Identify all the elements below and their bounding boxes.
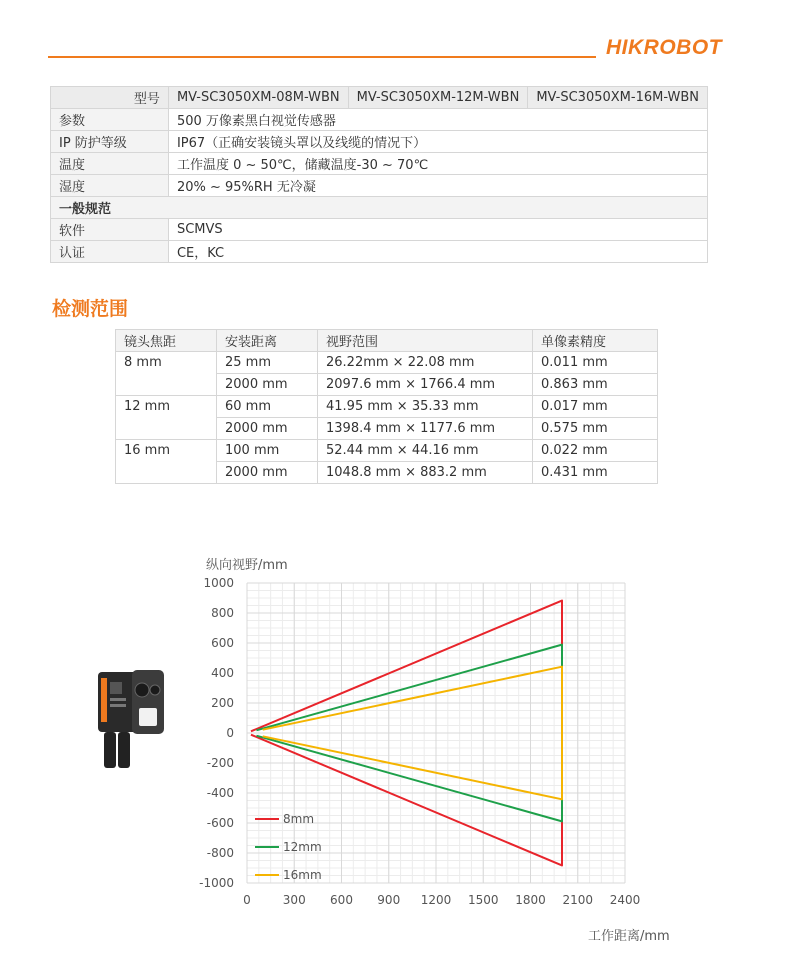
detection-range-table <box>115 329 658 484</box>
spec-label: 参数 <box>51 109 169 131</box>
spec-row <box>51 131 708 153</box>
spec-row <box>51 153 708 175</box>
y-tick-label: -600 <box>206 816 234 830</box>
precision-cell: 0.863 mm <box>533 374 658 396</box>
column-header: 单像素精度 <box>533 330 658 352</box>
fov-cell: 1048.8 mm × 883.2 mm <box>318 462 533 484</box>
range-header-row <box>116 330 658 352</box>
spec-row <box>51 219 708 241</box>
x-tick-label: 600 <box>330 893 353 907</box>
spec-row <box>51 109 708 131</box>
model-cell: MV-SC3050XM-08M-WBN <box>168 87 348 109</box>
y-axis-label: 纵向视野/mm <box>206 558 288 573</box>
fov-cell: 26.22mm × 22.08 mm <box>318 352 533 374</box>
distance-cell: 60 mm <box>217 396 318 418</box>
column-header: 安装距离 <box>217 330 318 352</box>
precision-cell: 0.022 mm <box>533 440 658 462</box>
x-tick-label: 1200 <box>420 893 452 907</box>
y-tick-label: -1000 <box>199 876 234 890</box>
table-row <box>116 440 658 462</box>
y-tick-label: 1000 <box>203 576 234 590</box>
precision-cell: 0.575 mm <box>533 418 658 440</box>
table-row <box>116 352 658 374</box>
x-axis-label: 工作距离/mm <box>588 929 670 944</box>
x-tick-label: 300 <box>282 893 306 907</box>
x-tick-label: 900 <box>377 893 401 907</box>
model-cell: MV-SC3050XM-12M-WBN <box>348 87 528 109</box>
legend-label: 12mm <box>283 840 322 854</box>
spec-value: CE，KC <box>168 241 707 263</box>
distance-cell: 2000 mm <box>217 462 318 484</box>
spec-header-row <box>51 87 708 109</box>
x-tick-label: 0 <box>243 893 251 907</box>
column-header: 镜头焦距 <box>116 330 217 352</box>
model-label: 型号 <box>51 87 169 109</box>
spec-label: IP 防护等级 <box>51 131 169 153</box>
spec-row <box>51 175 708 197</box>
distance-cell: 100 mm <box>217 440 318 462</box>
fov-cell: 1398.4 mm × 1177.6 mm <box>318 418 533 440</box>
brand-logo: HIKROBOT <box>606 36 722 59</box>
x-tick-label: 2100 <box>562 893 594 907</box>
focal-cell: 8 mm <box>116 352 217 396</box>
x-tick-label: 1800 <box>515 893 546 907</box>
spec-value: 500 万像素黑白视觉传感器 <box>168 109 707 131</box>
y-tick-label: 400 <box>211 666 234 680</box>
spec-label: 温度 <box>51 153 169 175</box>
spec-value: IP67（正确安装镜头罩以及线缆的情况下） <box>168 131 707 153</box>
spec-row <box>51 241 708 263</box>
fov-cell: 52.44 mm × 44.16 mm <box>318 440 533 462</box>
y-tick-label: 200 <box>211 696 234 710</box>
y-tick-label: 600 <box>211 636 234 650</box>
x-tick-label: 2400 <box>609 893 641 907</box>
y-tick-label: 800 <box>211 606 234 620</box>
y-tick-label: 0 <box>226 726 234 740</box>
distance-cell: 2000 mm <box>217 418 318 440</box>
fov-cell: 2097.6 mm × 1766.4 mm <box>318 374 533 396</box>
fov-cell: 41.95 mm × 35.33 mm <box>318 396 533 418</box>
spec-value: SCMVS <box>168 219 707 241</box>
spec-label: 软件 <box>51 219 169 241</box>
precision-cell: 0.431 mm <box>533 462 658 484</box>
table-row <box>116 396 658 418</box>
precision-cell: 0.017 mm <box>533 396 658 418</box>
section-title: 检测范围 <box>52 298 129 320</box>
y-tick-label: -200 <box>206 756 234 770</box>
focal-cell: 16 mm <box>116 440 217 484</box>
precision-cell: 0.011 mm <box>533 352 658 374</box>
spec-value: 工作温度 0 ~ 50℃，储藏温度-30 ~ 70℃ <box>168 153 707 175</box>
model-cell: MV-SC3050XM-16M-WBN <box>528 87 708 109</box>
legend-label: 8mm <box>283 812 315 826</box>
y-tick-label: -400 <box>206 786 234 800</box>
fov-chart <box>0 540 700 950</box>
spec-group-row <box>51 197 708 219</box>
focal-cell: 12 mm <box>116 396 217 440</box>
y-tick-label: -800 <box>206 846 234 860</box>
header-rule <box>48 56 596 58</box>
legend-label: 16mm <box>283 868 322 882</box>
spec-label: 认证 <box>51 241 169 263</box>
x-tick-label: 1500 <box>467 893 499 907</box>
chart-grid <box>247 583 625 883</box>
distance-cell: 25 mm <box>217 352 318 374</box>
column-header: 视野范围 <box>318 330 533 352</box>
spec-label: 湿度 <box>51 175 169 197</box>
distance-cell: 2000 mm <box>217 374 318 396</box>
group-label: 一般规范 <box>51 197 708 219</box>
spec-value: 20% ~ 95%RH 无冷凝 <box>168 175 707 197</box>
spec-table <box>50 86 708 263</box>
